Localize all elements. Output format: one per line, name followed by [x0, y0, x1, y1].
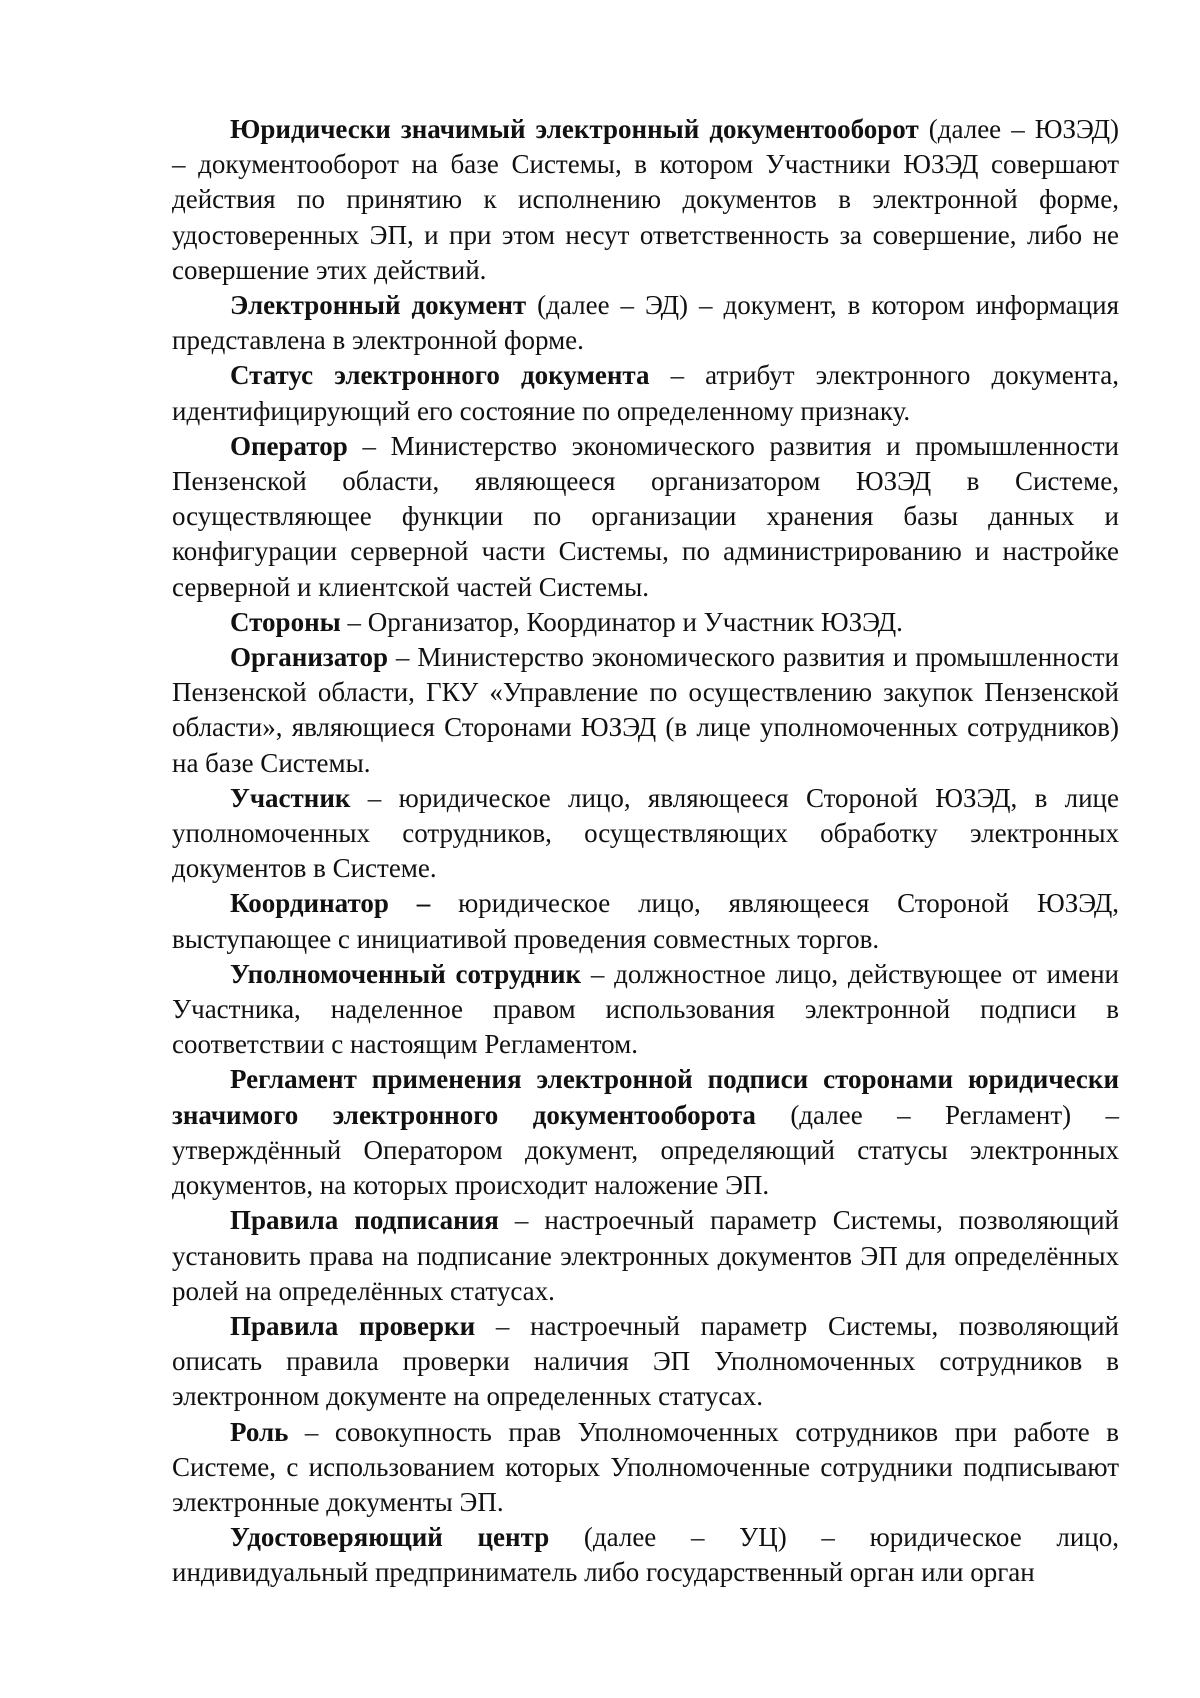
document-page — [172, 112, 1119, 1591]
definition-text: – настроечный параметр Системы, позволяющий установить права на подписание электронных документов ЭП для определённых ролей на определённых статусах. — [172, 1205, 1119, 1306]
definition-text: – совокупность прав Уполномоченных сотрудников при работе в Системе, с использованием которых Уполномоченные сотрудники подписывают электронные документы ЭП. — [172, 1416, 1119, 1517]
definition-term: Регламент применения электронной подписи сторонами юридически значимого электронного документооборота — [172, 1064, 1119, 1130]
definition-paragraph — [172, 358, 1119, 428]
definition-term: Статус электронного документа — [230, 360, 650, 391]
definition-term: Юридически значимый электронный документооборот — [230, 114, 919, 144]
definition-paragraph — [172, 1520, 1119, 1590]
definition-text: – атрибут электронного документа, идентифицирующий его состояние по определенному признаку. — [172, 360, 1119, 426]
definition-term: Оператор — [230, 430, 348, 461]
definition-paragraph — [172, 288, 1119, 358]
definition-text: – настроечный параметр Системы, позволяющий описать правила проверки наличия ЭП Уполномоченных сотрудников в электронном документе на определенных статусах. — [172, 1310, 1119, 1412]
definition-text: – должностное лицо, действующее от имени Участника, наделенное правом использования электронной подписи в соответствии с настоящим Регламентом. — [172, 958, 1119, 1060]
definition-text: юридическое лицо, являющееся Стороной ЮЗЭД, выступающее с инициативой проведения совместных торгов. — [172, 888, 1120, 954]
definition-term: Правила подписания — [230, 1205, 499, 1236]
definition-text: (далее – ЮЗЭД) – документооборот на базе Системы, в котором Участники ЮЗЭД совершают действия по принятию к исполнению документов в электронной форме, удостоверенных ЭП, и при этом несут ответственность за совершение, либо не совершение этих действий. — [172, 114, 1119, 285]
definition-term: Организатор — [230, 642, 388, 673]
definition-paragraph — [172, 1062, 1119, 1203]
definition-paragraph — [172, 1203, 1119, 1309]
definition-paragraph — [172, 112, 1119, 288]
definition-term: Электронный документ — [230, 290, 527, 321]
definition-text: – Министерство экономического развития и промышленности Пензенской области, являющееся организатором ЮЗЭД в Системе, осуществляющее функции по организации хранения базы данных и конфигурации серверной части Системы, по администрированию и настройке серверной и клиентской частей Системы. — [172, 430, 1119, 602]
definition-text: (далее – Регламент) – утверждённый Оператором документ, определяющий статусы электронных документов, на которых происходит наложение ЭП. — [172, 1099, 1120, 1201]
definition-paragraph — [172, 640, 1119, 781]
definition-text: – юридическое лицо, являющееся Стороной ЮЗЭД, в лице уполномоченных сотрудников, осуществляющих обработку электронных документов в Системе. — [172, 782, 1119, 884]
definition-paragraph — [172, 886, 1119, 956]
definition-paragraph — [172, 429, 1119, 605]
definition-paragraph — [172, 1415, 1119, 1521]
definition-paragraph — [172, 1309, 1119, 1415]
definition-term: Роль — [230, 1416, 289, 1447]
definition-text: – Организатор, Координатор и Участник ЮЗЭД. — [340, 606, 903, 637]
definition-term: Правила проверки — [230, 1310, 476, 1341]
definition-paragraph — [172, 781, 1119, 887]
definition-term: Участник — [230, 782, 351, 813]
definition-text: (далее – УЦ) – юридическое лицо, индивидуальный предприниматель либо государственный орган или орган — [172, 1522, 1119, 1588]
definition-term: Удостоверяющий центр — [230, 1522, 550, 1553]
definition-term: Стороны — [230, 606, 341, 637]
definition-paragraph — [172, 605, 1119, 640]
definition-term: Уполномоченный сотрудник — [230, 958, 582, 989]
definition-paragraph — [172, 957, 1119, 1063]
definition-term: Координатор – — [230, 888, 431, 919]
definition-text: (далее – ЭД) – документ, в котором информация представлена в электронной форме. — [172, 290, 1119, 356]
definition-text: – Министерство экономического развития и промышленности Пензенской области, ГКУ «Управление по осуществлению закупок Пензенской области», являющиеся Сторонами ЮЗЭД (в лице уполномоченных сотрудников) на базе Системы. — [172, 642, 1119, 778]
